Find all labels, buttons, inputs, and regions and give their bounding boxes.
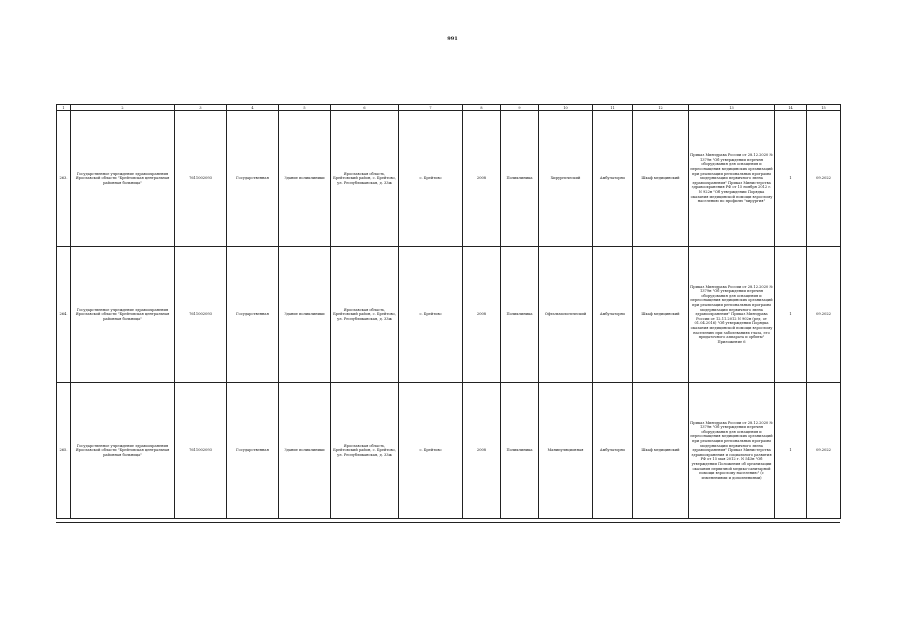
regulatory-basis: Приказ Минздрава России от 28.12.2020 № 1379н "Об утверждении перечня оборудования для оснащения и переоснащения медицинских организаций при реализации региональных программ модернизации первичного звена здравоохранения" Приказ Минздрава России от 12.11.2012 N 902н (ред. от 01.04.2016) "Об утверждении Порядка оказания медицинской помощи взрослому населению при заболеваниях глаза, его придаточного аппарата и орбиты" Приложение 6	[689, 247, 775, 383]
column-header: 7	[399, 105, 463, 111]
column-header: 8	[463, 105, 501, 111]
unit-type: Поликлиника	[501, 247, 539, 383]
settlement: с. Брейтово	[399, 247, 463, 383]
column-header: 14	[775, 105, 807, 111]
column-header: 12	[633, 105, 689, 111]
equipment-name: Шкаф медицинский	[633, 111, 689, 247]
department: Хирургический	[539, 111, 593, 247]
address: Ярославская область, Брейтовский район, с. Брейтово, ул. Республиканская, д. 33ж	[331, 111, 399, 247]
column-header: 5	[279, 105, 331, 111]
organization-name: Государственное учреждение здравоохранения Ярославской области "Брейтовская центральная районная больница"	[71, 383, 175, 519]
building-type: Здание поликлиники	[279, 247, 331, 383]
care-conditions: Амбулаторно	[593, 111, 633, 247]
inn: 7611002093	[175, 247, 227, 383]
row-number: 263.	[57, 111, 71, 247]
column-header: 11	[593, 105, 633, 111]
table-row	[57, 247, 841, 383]
page-number: 991	[447, 36, 458, 42]
equipment-name: Шкаф медицинский	[633, 247, 689, 383]
row-number: 264.	[57, 247, 71, 383]
year: 2008	[463, 383, 501, 519]
equipment-name: Шкаф медицинский	[633, 383, 689, 519]
address: Ярославская область, Брейтовский район, с. Брейтово, ул. Республиканская, д. 33ж	[331, 383, 399, 519]
column-header: 10	[539, 105, 593, 111]
ownership-form: Государственная	[227, 111, 279, 247]
building-type: Здание поликлиники	[279, 111, 331, 247]
table-row	[57, 383, 841, 519]
column-header: 13	[689, 105, 775, 111]
row-number: 265.	[57, 383, 71, 519]
inn: 7611002093	[175, 383, 227, 519]
table-bottom-border	[56, 522, 840, 523]
organization-name: Государственное учреждение здравоохранения Ярославской области "Брейтовская центральная районная больница"	[71, 111, 175, 247]
regulatory-basis: Приказ Минздрава России от 28.12.2020 № 1379н "Об утверждении перечня оборудования для оснащения и переоснащения медицинских организаций при реализации региональных программ модернизации первичного звена здравоохранения" Приказ Министерства здравоохранения РФ от 15 ноября 2012 г. N 922н "Об утверждении Порядка оказания медицинской помощи взрослому населению по профилю "хирургия"	[689, 111, 775, 247]
column-header: 1	[57, 105, 71, 111]
column-header: 15	[807, 105, 841, 111]
building-type: Здание поликлиники	[279, 383, 331, 519]
unit-type: Поликлиника	[501, 383, 539, 519]
department: Манипуляционная	[539, 383, 593, 519]
inn: 7611002093	[175, 111, 227, 247]
quantity: 1	[775, 247, 807, 383]
column-header: 2	[71, 105, 175, 111]
department: Офтальмологический	[539, 247, 593, 383]
organization-name: Государственное учреждение здравоохранения Ярославской области "Брейтовская центральная районная больница"	[71, 247, 175, 383]
quantity: 1	[775, 111, 807, 247]
care-conditions: Амбулаторно	[593, 383, 633, 519]
delivery-date: 09.2022	[807, 383, 841, 519]
regulatory-basis: Приказ Минздрава России от 28.12.2020 № 1379н "Об утверждении перечня оборудования для оснащения и переоснащения медицинских организаций при реализации региональных программ модернизации первичного звена здравоохранения" Приказ Министерства здравоохранения и социального развития РФ от 15 мая 2012 г. N 543н "Об утверждении Положения об организации оказания первичной медико-санитарной помощи взрослому населению" (с изменениями и дополнениями)	[689, 383, 775, 519]
equipment-register-table	[56, 104, 841, 519]
table-row	[57, 111, 841, 247]
year: 2008	[463, 111, 501, 247]
ownership-form: Государственная	[227, 247, 279, 383]
care-conditions: Амбулаторно	[593, 247, 633, 383]
unit-type: Поликлиника	[501, 111, 539, 247]
settlement: с. Брейтово	[399, 383, 463, 519]
settlement: с. Брейтово	[399, 111, 463, 247]
column-header: 6	[331, 105, 399, 111]
delivery-date: 09.2022	[807, 247, 841, 383]
delivery-date: 09.2022	[807, 111, 841, 247]
address: Ярославская область, Брейтовский район, с. Брейтово, ул. Республиканская, д. 33ж	[331, 247, 399, 383]
quantity: 1	[775, 383, 807, 519]
year: 2008	[463, 247, 501, 383]
column-header: 4	[227, 105, 279, 111]
column-header: 9	[501, 105, 539, 111]
ownership-form: Государственная	[227, 383, 279, 519]
column-header: 3	[175, 105, 227, 111]
